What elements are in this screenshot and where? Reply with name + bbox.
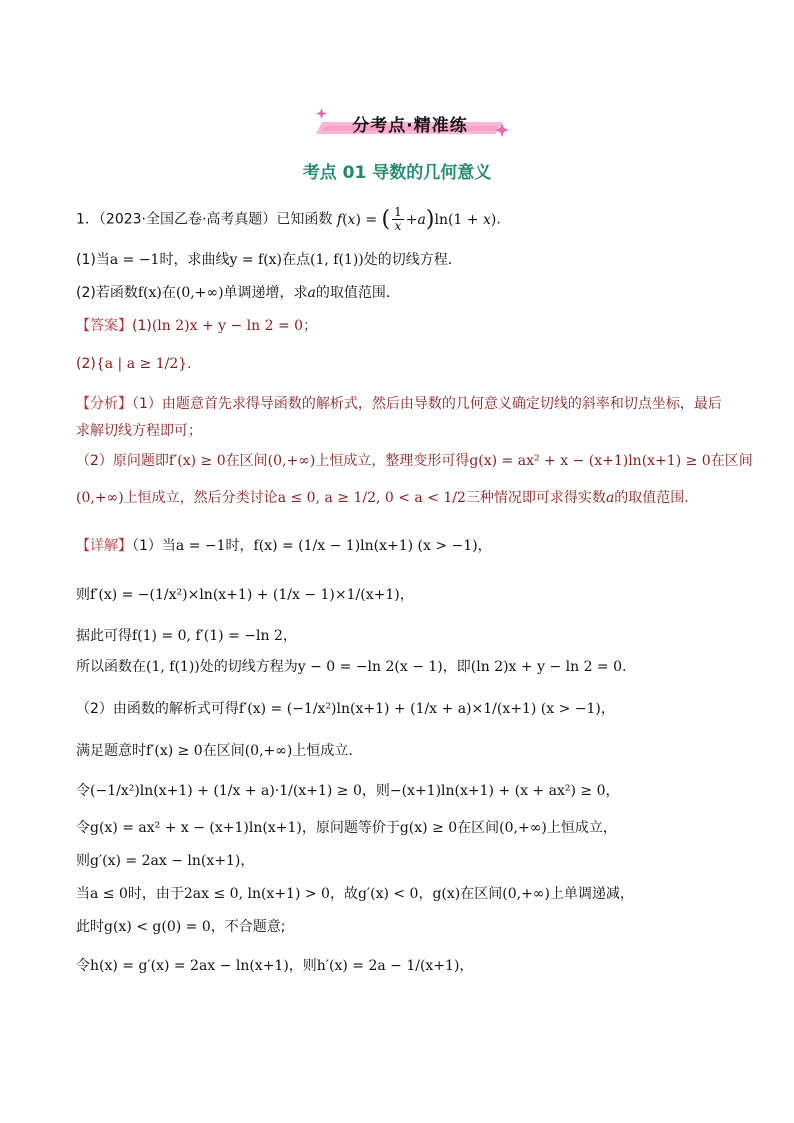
analysis-line-3: （2）原问题即f′(x) ≥ 0在区间(0,+∞)上恒成立，整理变形可得g(x) = ax² + x − (x+1)ln(x+1) ≥ 0在区间 <box>76 453 753 469</box>
analysis-line-1: 【分析】（1）由题意首先求得导函数的解析式，然后由导数的几何意义确定切线的斜率和切点坐标，最后 <box>76 396 722 412</box>
detail-line-5: （2）由函数的解析式可得f′(x) = (−1/x²)ln(x+1) + (1/x + a)×1/(x+1) (x > −1)， <box>76 701 615 717</box>
section-title: 考点 01 导数的几何意义 <box>302 163 492 183</box>
part1-point: (1, f(1)) <box>310 252 364 268</box>
detail-line-12: 令h(x) = g′(x) = 2ax − ln(x+1)，则h′(x) = 2a − 1/(x+1)， <box>76 958 474 974</box>
detail-line-1: 【详解】（1）当a = −1时，f(x) = (1/x − 1)ln(x+1) (x > −1)， <box>76 538 492 554</box>
answer-label: 【答案】 <box>76 318 132 334</box>
part1-condition: a = −1 <box>109 252 160 268</box>
answer-line-2: (2){a | a ≥ 1/2}. <box>76 356 192 372</box>
part1-curve: y = f(x) <box>229 252 283 268</box>
banner-title: 分考点·精准练 <box>352 116 468 136</box>
detail-line-4: 所以函数在(1, f(1))处的切线方程为y − 0 = −ln 2(x − 1)，即(ln 2)x + y − ln 2 = 0. <box>76 659 627 675</box>
detail-line-11: 此时g(x) < g(0) = 0，不合题意; <box>76 919 286 935</box>
header-banner <box>312 106 508 140</box>
detail-line-7: 令(−1/x²)ln(x+1) + (1/x + a)·1/(x+1) ≥ 0，则−(x+1)ln(x+1) + (x + ax²) ≥ 0， <box>76 783 620 799</box>
detail-label: 【详解】 <box>76 538 132 554</box>
detail-line-10: 当a ≤ 0时，由于2ax ≤ 0, ln(x+1) > 0，故g′(x) < 0，g(x)在区间(0,+∞)上单调递减， <box>76 886 634 902</box>
analysis-line-2: 求解切线方程即可； <box>76 423 202 439</box>
analysis-label: 【分析】 <box>76 396 132 412</box>
detail-line-8: 令g(x) = ax² + x − (x+1)ln(x+1)，原问题等价于g(x) ≥ 0在区间(0,+∞)上恒成立， <box>76 820 617 836</box>
detail-line-9: 则g′(x) = 2ax − ln(x+1)， <box>76 853 255 869</box>
problem-function: f(x) = ( $\frac{1}{x}$ +a)ln(1 + x) <box>336 205 497 233</box>
analysis-line-4: (0,+∞)上恒成立，然后分类讨论a ≤ 0, a ≥ 1/2, 0 < a < 1/2三种情况即可求得实数a的取值范围. <box>76 490 689 506</box>
answer-line-1: 【答案】(1)(ln 2)x + y − ln 2 = 0； <box>76 318 318 334</box>
answer-1-expression: (ln 2)x + y − ln 2 = 0 <box>151 318 304 334</box>
problem-stem: 1．（2023·全国乙卷·高考真题）已知函数 f(x) = ( $\frac{1}{x}$ +a)ln(1 + x). <box>76 205 501 233</box>
part2-variable: a <box>307 285 316 301</box>
detail-line-6: 满足题意时f′(x) ≥ 0在区间(0,+∞)上恒成立. <box>76 743 353 759</box>
problem-part2: (2)若函数f(x)在(0,+∞)单调递增，求a的取值范围． <box>76 285 400 301</box>
problem-intro: 1．（2023·全国乙卷·高考真题）已知函数 <box>76 211 333 228</box>
part2-interval: (0,+∞) <box>175 285 224 301</box>
detail-line-2: 则f′(x) = −(1/x²)×ln(x+1) + (1/x − 1)×1/(x+1)， <box>76 587 414 603</box>
problem-part1: (1)当a = −1时，求曲线y = f(x)在点(1, f(1))处的切线方程． <box>76 252 462 268</box>
part2-function: f(x) <box>137 285 162 301</box>
answer-2-expression: {a | a ≥ 1/2} <box>95 356 188 372</box>
detail-line-3: 据此可得f(1) = 0, f′(1) = −ln 2， <box>76 628 297 644</box>
